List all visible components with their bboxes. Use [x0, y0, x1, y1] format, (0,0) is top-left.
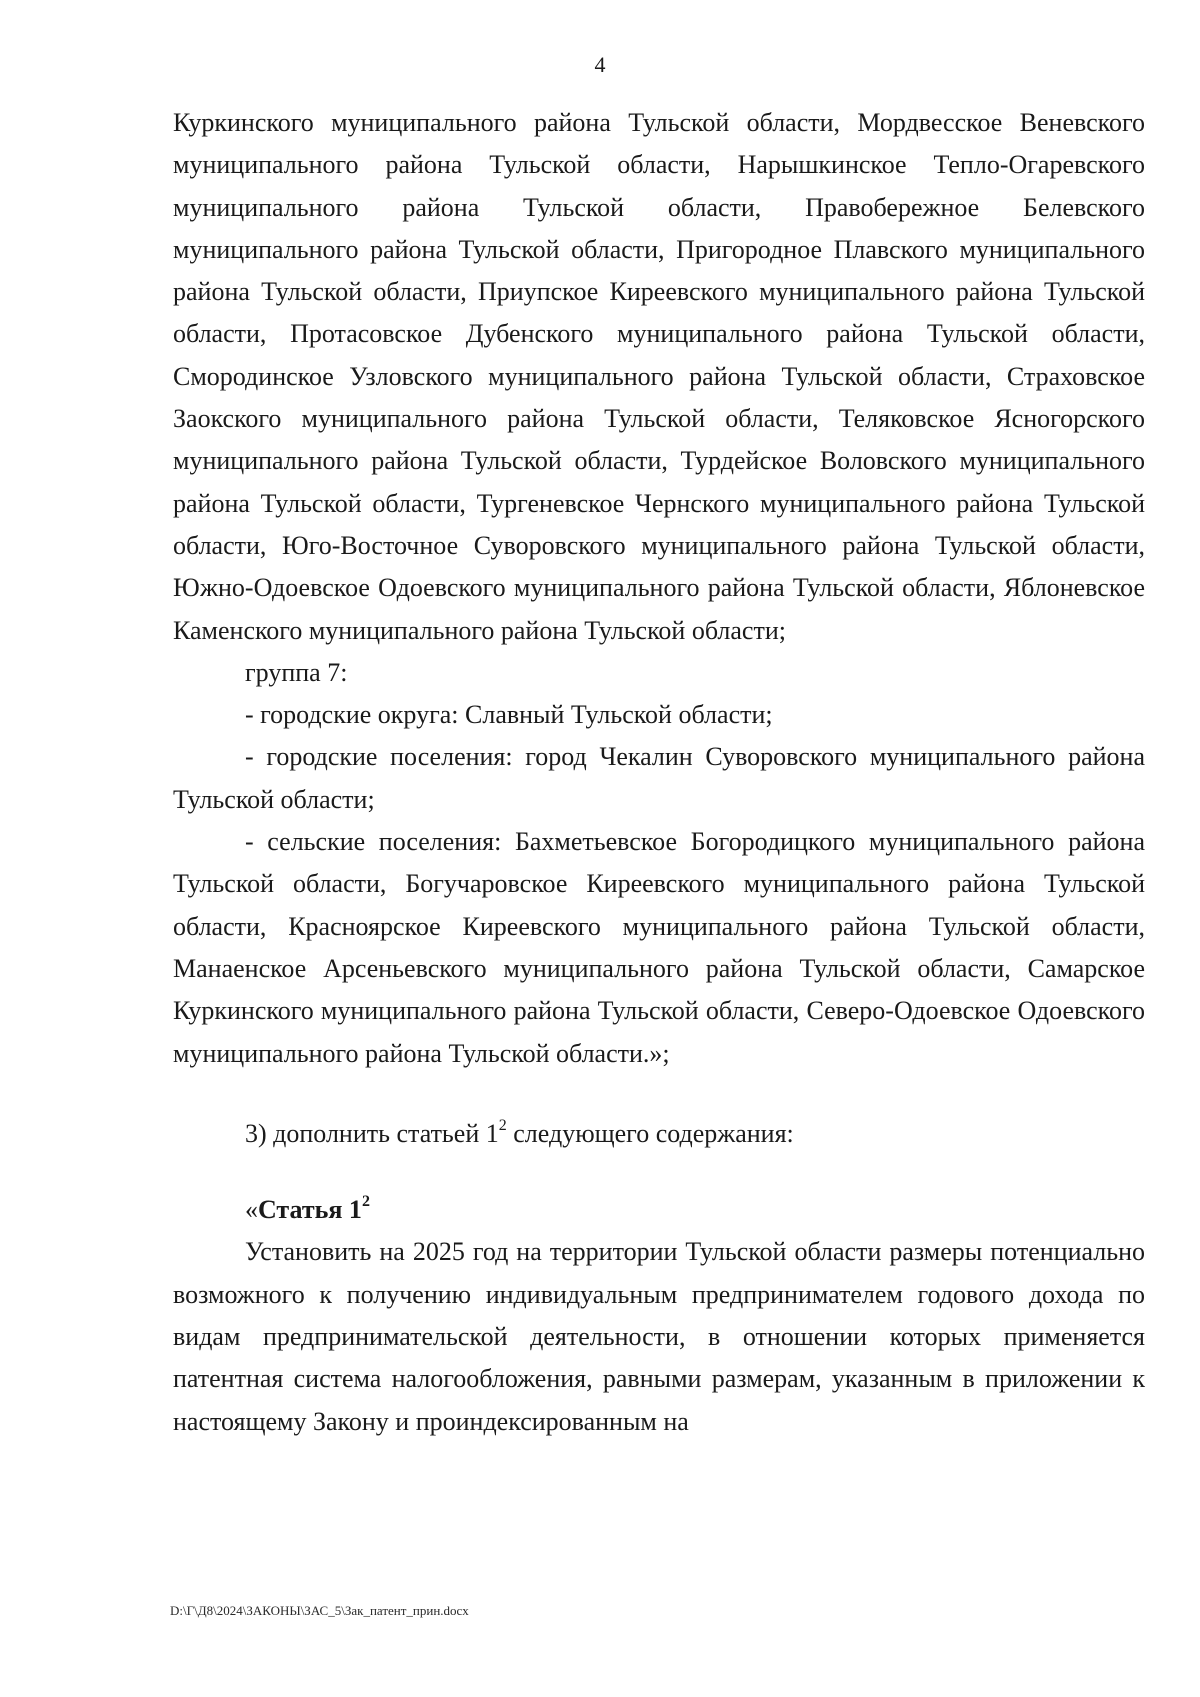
paragraph-settlements-list: Куркинского муниципального района Тульской области, Мордвесское Веневского муниципального района Тульской области, Нарышкинское Тепло-Огаревского муниципального района Тульской области, Правобережное Белевского муниципального района Тульской области, Пригородное Плавского муниципального района Тульской области, Приупское Киреевского муниципального района Тульской области, Протасовское Дубенского муниципального района Тульской области, Смородинское Узловского муниципального района Тульской области, Страховское Заокского муниципального района Тульской области, Теляковское Ясногорского муниципального района Тульской области, Турдейское Воловского муниципального района Тульской области, Тургеневское Чернского муниципального района Тульской области, Юго-Восточное Суворовского муниципального района Тульской области, Южно-Одоевское Одоевского муниципального района Тульской области, Яблоневское Каменского муниципального района Тульской области; — [173, 108, 1145, 645]
paragraph-article-body: Установить на 2025 год на территории Тульской области размеры потенциально возможного к получению индивидуальным предпринимателем годового дохода по видам предпринимательской деятельности, в отношении которых применяется патентная система налогообложения, равными размерам, указанным в приложении к настоящему Закону и проиндексированным на — [173, 1237, 1145, 1436]
heading-text: Статья 1 — [258, 1195, 362, 1225]
paragraph-group-7: группа 7: — [245, 657, 348, 687]
paragraph-rural-settlements: - сельские поселения: Бахметьевское Богородицкого муниципального района Тульской области, Богучаровское Киреевского муниципального района Тульской области, Красноярское Киреевского муниципального района Тульской области, Манаенское Арсеньевского муниципального района Тульской области, Самарское Куркинского муниципального района Тульской области, Северо-Одоевское Одоевского муниципального района Тульской области.»; — [173, 827, 1145, 1068]
document-body — [173, 102, 1145, 1443]
page-number: 4 — [594, 52, 606, 77]
amendment-text-end: следующего содержания: — [506, 1118, 794, 1148]
paragraph-amendment-3 — [173, 1113, 1145, 1155]
heading-superscript: 2 — [361, 1193, 370, 1211]
footer-file-path: D:\Г\Д8\2024\ЗАКОНЫ\ЗАС_5\Зак_патент_прин.docx — [170, 1603, 469, 1618]
amendment-superscript: 2 — [498, 1117, 507, 1135]
article-heading — [173, 1189, 1145, 1231]
paragraph-urban-districts: - городские округа: Славный Тульской области; — [245, 700, 773, 730]
paragraph-urban-settlements: - городские поселения: город Чекалин Суворовского муниципального района Тульской области; — [173, 742, 1145, 814]
amendment-text-start: 3) дополнить статьей 1 — [245, 1118, 499, 1148]
heading-quote: « — [245, 1195, 258, 1225]
